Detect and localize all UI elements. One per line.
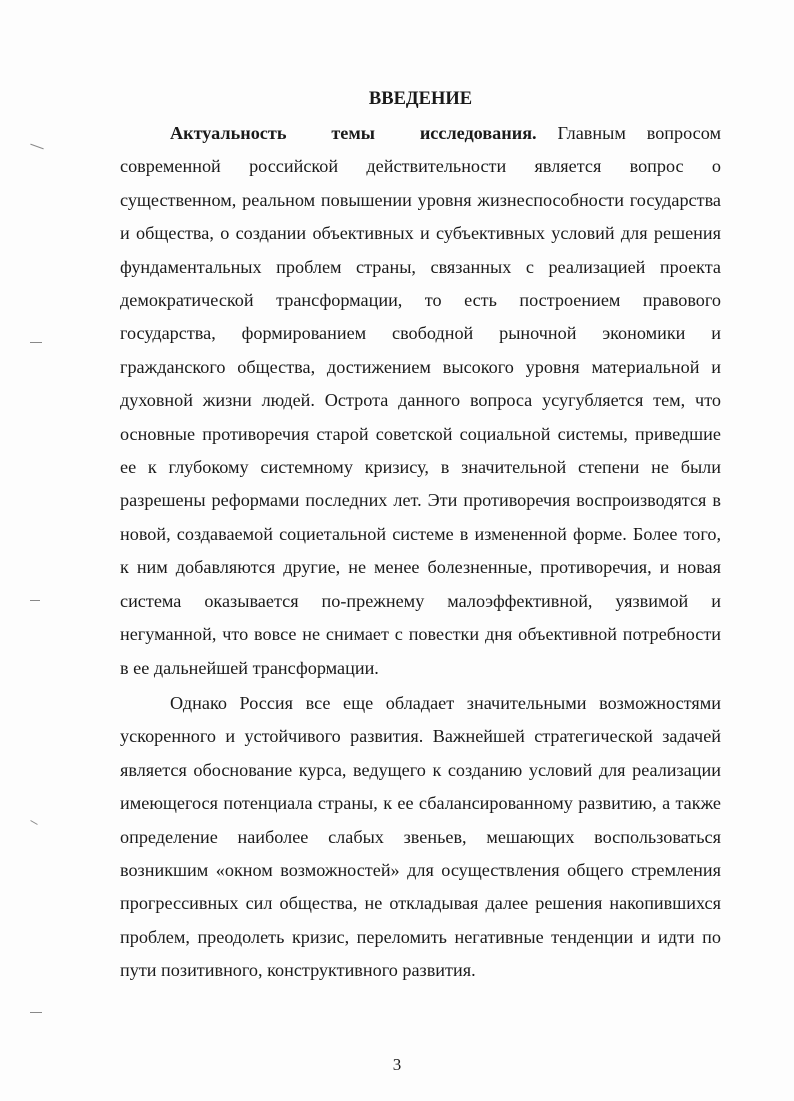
paragraph-text: Главным вопросом современной российской действительности является вопрос о существенном, реальном повышении уровня жизнеспособности государства и общества, о создании объективных и субъективных условий для решения фундаментальных проблем страны, связанных с реализацией проекта демократической трансформации, то есть построением правового государства, формированием свободной рыночной экономики и гражданского общества, достижением высокого уровня материальной и духовной жизни людей. Острота данного вопроса усугубляется тем, что основные противоречия старой советской социальной системы, приведшие ее к глубокому системному кризису, в значительной степени не были разрешены реформами последних лет. Эти противоречия воспроизводятся в новой, создаваемой социетальной системе в измененной форме. Более того, к ним добавляются другие, не менее болезненные, противоречия, и новая система оказывается по-прежнему малоэффективной, уязвимой и негуманной, что вовсе не снимает с повестки дня объективной потребности в ее дальнейшей трансформации.	[120, 123, 721, 678]
scan-margin-mark	[30, 144, 43, 150]
scan-margin-mark	[30, 820, 37, 825]
paragraph-lead: Актуальность темы исследования.	[170, 123, 537, 143]
page-number: 3	[392, 1055, 402, 1074]
scan-margin-mark	[30, 600, 40, 601]
scan-margin-mark	[30, 342, 42, 343]
page-title: ВВЕДЕНИЕ	[368, 89, 473, 109]
paragraph-relevance	[120, 117, 721, 685]
scan-margin-mark	[30, 1012, 42, 1013]
document-body	[120, 84, 721, 988]
paragraph-russia-potential: Однако Россия все еще обладает значительными возможностями ускоренного и устойчивого развития. Важнейшей стратегической задачей является обоснование курса, ведущего к созданию условий для реализации имеющегося потенциала страны, к ее сбалансированному развитию, а также определение наиболее слабых звеньев, мешающих воспользоваться возникшим «окном возможностей» для осуществления общего стремления прогрессивных сил общества, не откладывая далее решения накопившихся проблем, преодолеть кризис, переломить негативные тенденции и идти по пути позитивного, конструктивного развития.	[120, 692, 721, 981]
